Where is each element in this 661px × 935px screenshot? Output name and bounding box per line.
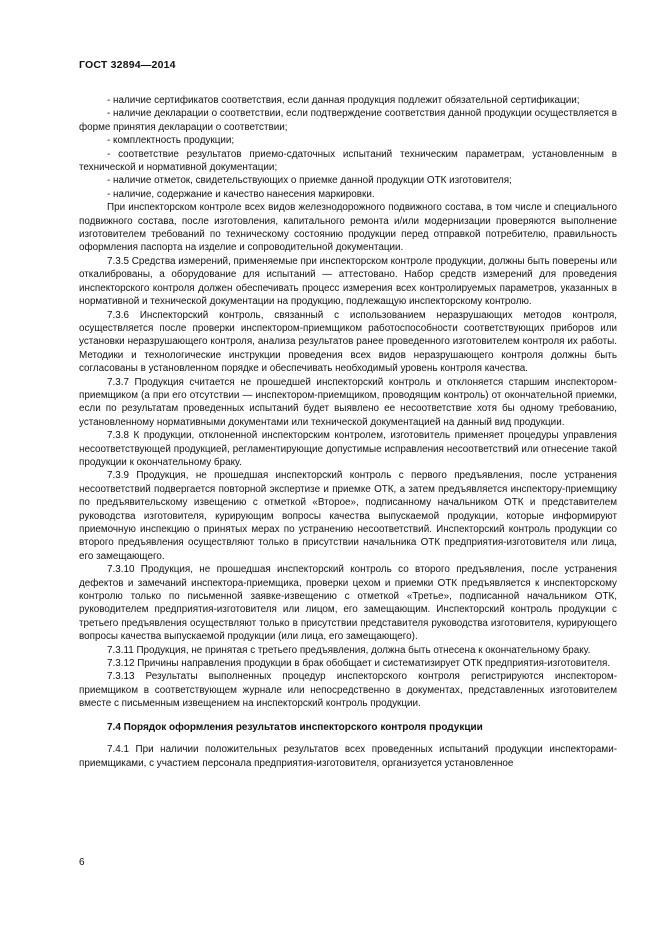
clause-7-3-13: 7.3.13 Результаты выполненных процедур инспекторского контроля регистрируются инспектором-приемщиком в соответствующем журнале или непосредственно в документах, представленных изготовителем вместе с письменным извещением на инспекторский контроль продукции. bbox=[79, 671, 617, 710]
page-number: 6 bbox=[79, 857, 85, 868]
clause-7-3-7: 7.3.7 Продукция считается не прошедшей инспекторский контроль и отклоняется старшим инспектором-приемщиком (а при его отсутствии — инспектором-приемщиком, проводящим контроль) от окончательной приемки, если по результатам проведенных испытаний будет выявлено ее несоответствие хотя бы одному требованию, установленному нормативными документами или технической документацией на данный вид продукции. bbox=[79, 376, 617, 428]
clause-7-3-8: 7.3.8 К продукции, отклоненной инспекторским контролем, изготовитель применяет процедуры управления несоответствующей продукцией, регламентирующие допустимые исправления несоответствий или отнесение такой продукции к окончательному браку. bbox=[79, 430, 617, 468]
clause-7-3-9: 7.3.9 Продукция, не прошедшая инспекторский контроль с первого предъявления, после устранения несоответствий подвергается повторной экспертизе и приемке ОТК, а затем предъявляется инспектору-приемщику по предъявительскому извещению с отметкой «Второе», подписанному начальником ОТК и представителем руководства изготовителя, курирующим вопросы качества выпускаемой продукции, которые информируют приемочную инспекцию о принятых мерах по устранению несоответствий. Инспекторский контроль продукции со второго предъявления осуществляют только в присутствии начальника ОТК предприятия-изготовителя или лица, его замещающего. bbox=[79, 470, 617, 562]
clause-7-3-10: 7.3.10 Продукция, не прошедшая инспекторский контроль со второго предъявления, после устранения дефектов и замечаний инспектора-приемщика, проверки цехом и приемки ОТК предъявляется к инспекторскому контролю только по письменной заявке-извещению с отметкой «Третье», подписанной начальником ОТК, руководителем предприятия-изготовителя или лицом, его замещающим. Инспекторский контроль продукции с третьего предъявления осуществляют только в присутствии представителя руководства изготовителя, курирующего вопросы качества выпускаемой продукции (или лица, его замещающего). bbox=[79, 564, 617, 643]
list-item: - комплектность продукции; bbox=[107, 135, 235, 147]
document-header: ГОСТ 32894—2014 bbox=[79, 59, 176, 71]
list-item: - наличие декларации о соответствии, если подтверждение соответствия данной продукции осуществляется в форме принятия декларации о соответствии; bbox=[79, 108, 617, 133]
list-item: - наличие сертификатов соответствия, если данная продукция подлежит обязательной сертификации; bbox=[107, 95, 580, 106]
list-item: - соответствие результатов приемо-сдаточных испытаний техническим параметрам, установленным в технической и нормативной документации; bbox=[79, 148, 617, 174]
document-body bbox=[79, 94, 617, 770]
clause-7-3-11: 7.3.11 Продукция, не принятая с третьего предъявления, должна быть отнесена к окончательному браку. bbox=[107, 644, 591, 656]
clause-7-3-6: 7.3.6 Инспекторский контроль, связанный с использованием неразрушающих методов контроля, осуществляется после проверки инспектором-приемщиком работоспособности соответствующих приборов или установки неразрушающего контроля, анализа результатов ранее проведенного изготовителем контроля их работы. Методики и технологические инструкции проведения всех видов неразрушающего контроля должны быть согласованы в установленном порядке и обеспечивать необходимый уровень контроля качества. bbox=[79, 309, 617, 375]
clause-7-4-1: 7.4.1 При наличии положительных результатов всех проведенных испытаний продукции инспекторами-приемщиками, с участием персонала предприятия-изготовителя, организуется установленное bbox=[79, 744, 617, 769]
section-heading: 7.4 Порядок оформления результатов инспекторского контроля продукции bbox=[107, 721, 483, 733]
list-item: - наличие, содержание и качество нанесения маркировки. bbox=[107, 188, 375, 200]
list-item: - наличие отметок, свидетельствующих о приемке данной продукции ОТК изготовителя; bbox=[107, 175, 512, 187]
clause-7-3-12: 7.3.12 Причины направления продукции в брак обобщает и систематизирует ОТК предприятия-изготовителя. bbox=[107, 658, 611, 670]
clause-7-3-5: 7.3.5 Средства измерений, применяемые при инспекторском контроле продукции, должны быть поверены или откалиброваны, а оборудование для испытаний — аттестовано. Набор средств измерений для проведения инспекторского контроля должен обеспечивать процесс измерения всех контролируемых параметров, указанных в нормативной и технической документации на продукцию, подлежащую инспекторскому контролю. bbox=[79, 255, 617, 308]
paragraph: При инспекторском контроле всех видов железнодорожного подвижного состава, в том числе и специального подвижного состава, после изготовления, капитального ремонта и/или модернизации проверяются выполнение изготовителем требований по техническому состоянию продукции перед отправкой потребителю, правильность оформления паспорта на изделие и сопроводительной документации. bbox=[79, 202, 617, 254]
